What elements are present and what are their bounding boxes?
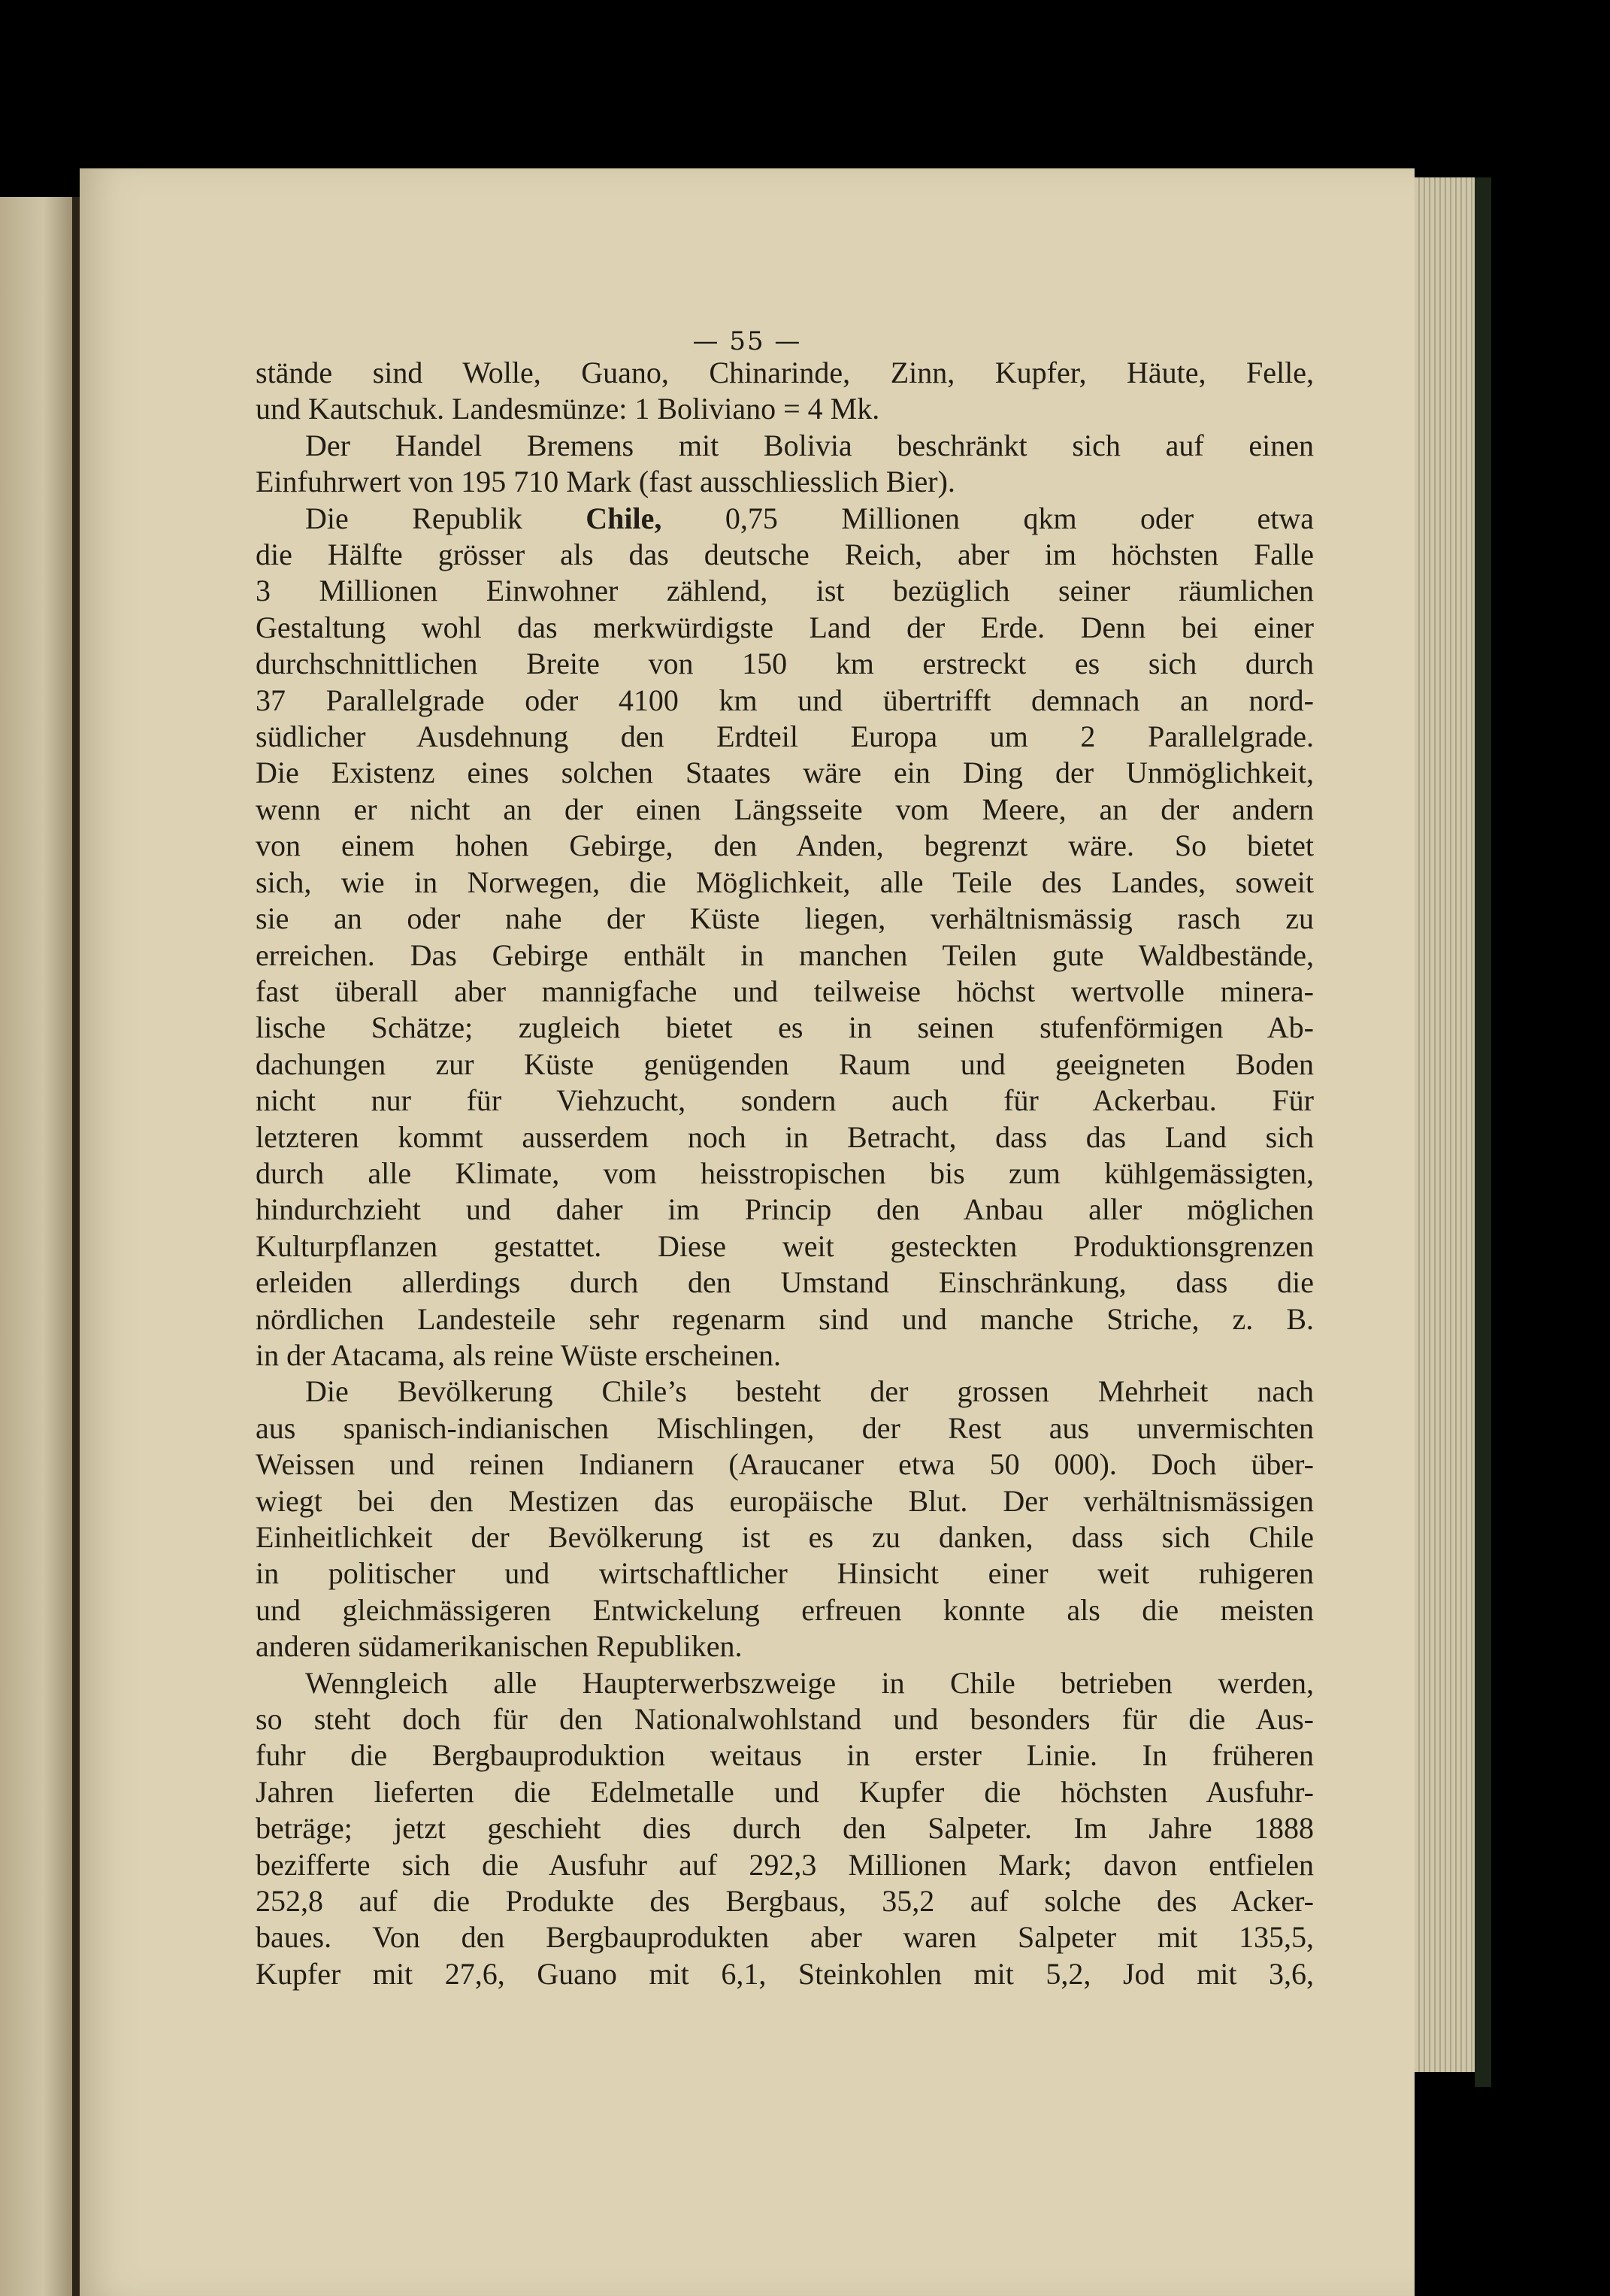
text-line: Kupfer mit 27,6, Guano mit 6,1, Steinkohlen mit 5,2, Jod mit 3,6, xyxy=(256,1956,1314,1991)
text-line: fast überall aber mannigfache und teilweise höchst wertvolle minera- xyxy=(256,974,1314,1008)
book-gutter xyxy=(72,197,80,2296)
text-line: die Hälfte grösser als das deutsche Reich, aber im höchsten Falle xyxy=(256,538,1314,572)
text-line: 252,8 auf die Produkte des Bergbaus, 35,2 auf solche des Acker- xyxy=(256,1884,1314,1919)
text-line: aus spanisch-indianischen Mischlingen, der Rest aus unvermischten xyxy=(256,1410,1314,1445)
page-edges xyxy=(1415,177,1475,2072)
body-text xyxy=(256,355,1314,1992)
text-line: lische Schätze; zugleich bietet es in seinen stufenförmigen Ab- xyxy=(256,1010,1314,1045)
text-line: und Kautschuk. Landesmünze: 1 Boliviano = 4 Mk. xyxy=(256,392,880,426)
text-line: nördlichen Landesteile sehr regenarm sind und manche Striche, z. B. xyxy=(256,1301,1314,1336)
text-line: sich, wie in Norwegen, die Möglichkeit, alle Teile des Landes, soweit xyxy=(256,865,1314,899)
text-line: wiegt bei den Mestizen das europäische Blut. Der verhältnismässigen xyxy=(256,1483,1314,1518)
text-line: durchschnittlichen Breite von 150 km erstreckt es sich durch xyxy=(256,647,1314,681)
text-line: erreichen. Das Gebirge enthält in manchen Teilen gute Waldbestände, xyxy=(256,937,1314,972)
text-line: Kulturpflanzen gestattet. Diese weit gesteckten Produktionsgrenzen xyxy=(256,1228,1314,1263)
text-line: Der Handel Bremens mit Bolivia beschränkt sich auf einen xyxy=(305,428,1314,462)
text-line: stände sind Wolle, Guano, Chinarinde, Zinn, Kupfer, Häute, Felle, xyxy=(256,356,1314,389)
text-line: beträge; jetzt geschieht dies durch den Salpeter. Im Jahre 1888 xyxy=(256,1811,1314,1846)
book-cover-edge xyxy=(1475,177,1491,2087)
page-number: — 55 — xyxy=(692,326,802,356)
text-line: anderen südamerikanischen Republiken. xyxy=(256,1629,743,1664)
text-line: letzteren kommt ausserdem noch in Betracht, dass das Land sich xyxy=(256,1119,1314,1154)
bold-term: Chile, xyxy=(586,501,662,535)
text-line: bezifferte sich die Ausfuhr auf 292,3 Millionen Mark; davon entfielen xyxy=(256,1847,1314,1882)
text-run: 0,75 Millionen qkm oder etwa xyxy=(661,501,1315,535)
text-line: Einheitlichkeit der Bevölkerung ist es zu danken, dass sich Chile xyxy=(256,1520,1314,1554)
text-line: in der Atacama, als reine Wüste erscheinen. xyxy=(256,1337,781,1372)
text-line: in politischer und wirtschaftlicher Hinsicht einer weit ruhigeren xyxy=(256,1556,1314,1591)
text-line: Die Existenz eines solchen Staates wäre ein Ding der Unmöglichkeit, xyxy=(256,756,1314,790)
text-line: nicht nur für Viehzucht, sondern auch für Ackerbau. Für xyxy=(256,1083,1314,1118)
text-line: so steht doch für den Nationalwohlstand und besonders für die Aus- xyxy=(256,1702,1314,1737)
text-line: dachungen zur Küste genügenden Raum und geeigneten Boden xyxy=(256,1047,1314,1081)
text-line: Einfuhrwert von 195 710 Mark (fast ausschliesslich Bier). xyxy=(256,465,955,499)
text-line: südlicher Ausdehnung den Erdteil Europa um 2 Parallelgrade. xyxy=(256,719,1314,754)
text-line xyxy=(256,501,1314,537)
book-page xyxy=(80,168,1415,2296)
text-line: durch alle Klimate, vom heisstropischen bis zum kühlgemässigten, xyxy=(256,1156,1314,1190)
text-line: Die Bevölkerung Chile’s besteht der grossen Mehrheit nach xyxy=(305,1374,1314,1409)
text-line: von einem hohen Gebirge, den Anden, begrenzt wäre. So bietet xyxy=(256,828,1314,863)
text-line: Jahren lieferten die Edelmetalle und Kupfer die höchsten Ausfuhr- xyxy=(256,1774,1314,1809)
text-line: wenn er nicht an der einen Längsseite vom Meere, an der andern xyxy=(256,792,1314,826)
text-line: sie an oder nahe der Küste liegen, verhältnismässig rasch zu xyxy=(256,901,1314,936)
left-page-edge xyxy=(0,197,72,2296)
text-line: fuhr die Bergbauproduktion weitaus in erster Linie. In früheren xyxy=(256,1738,1314,1773)
text-line: und gleichmässigeren Entwickelung erfreuen konnte als die meisten xyxy=(256,1592,1314,1627)
text-line: Gestaltung wohl das merkwürdigste Land der Erde. Denn bei einer xyxy=(256,610,1314,644)
text-line: Weissen und reinen Indianern (Araucaner etwa 50 000). Doch über- xyxy=(256,1447,1314,1482)
text-line: erleiden allerdings durch den Umstand Einschränkung, dass die xyxy=(256,1265,1314,1300)
text-line: hindurchzieht und daher im Princip den Anbau aller möglichen xyxy=(256,1192,1314,1227)
text-line: Wenngleich alle Haupterwerbszweige in Chile betrieben werden, xyxy=(305,1665,1314,1700)
text-line: 3 Millionen Einwohner zählend, ist bezüglich seiner räumlichen xyxy=(256,574,1314,608)
text-line: baues. Von den Bergbauprodukten aber waren Salpeter mit 135,5, xyxy=(256,1920,1314,1955)
text-line: 37 Parallelgrade oder 4100 km und übertrifft demnach an nord- xyxy=(256,683,1314,717)
text-run: Die Republik xyxy=(305,501,586,535)
